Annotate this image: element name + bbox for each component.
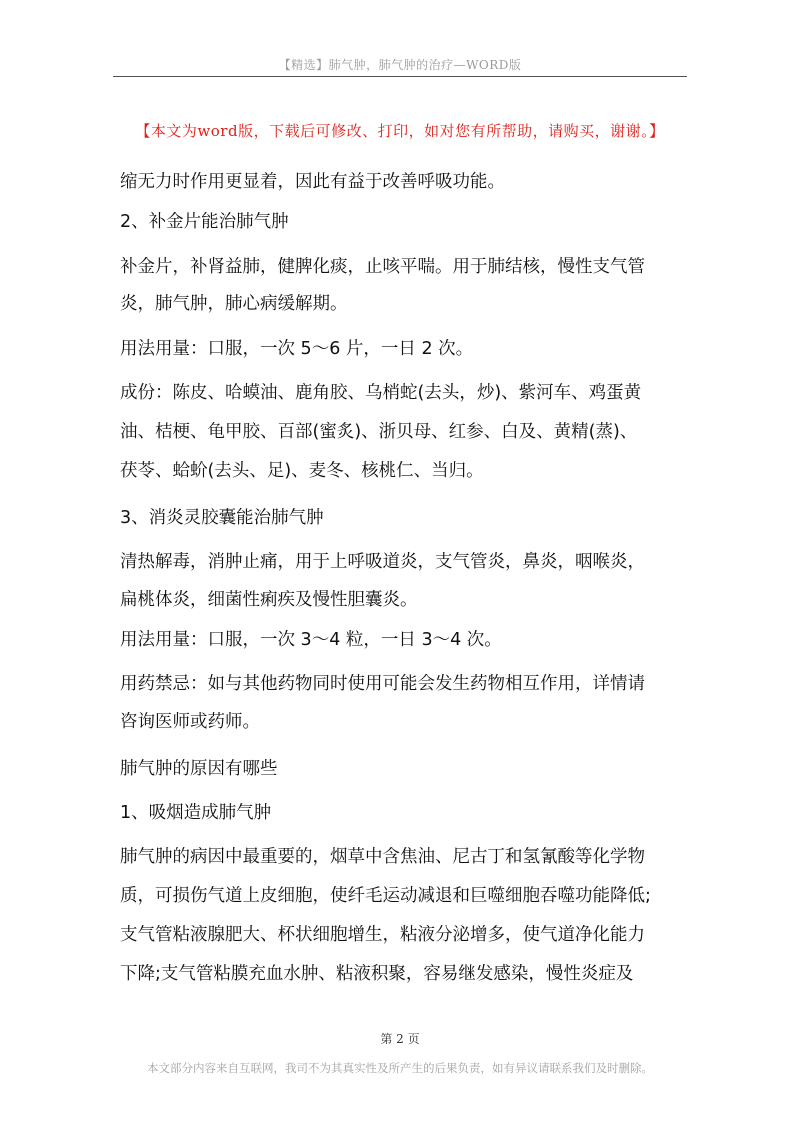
body-line: 肺气肿的病因中最重要的，烟草中含焦油、尼古丁和氢氰酸等化学物 — [120, 847, 645, 867]
section-heading: 肺气肿的原因有哪些 — [120, 759, 278, 779]
body-line: 补金片，补肾益肺，健脾化痰，止咳平喘。用于肺结核，慢性支气管 — [120, 257, 645, 277]
body-line: 下降;支气管粘膜充血水肿、粘液积聚，容易继发感染，慢性炎症及 — [120, 964, 634, 984]
body-line: 炎，肺气肿，肺心病缓解期。 — [120, 294, 348, 314]
body-line: 用药禁忌：如与其他药物同时使用可能会发生药物相互作用，详情请 — [120, 674, 645, 694]
page-number: 第 2 页 — [380, 1032, 420, 1046]
body-line: 质，可损伤气道上皮细胞，使纤毛运动减退和巨噬细胞吞噬功能降低; — [120, 886, 651, 906]
body-line: 成份：陈皮、哈蟆油、鹿角胶、乌梢蛇(去头，炒)、紫河车、鸡蛋黄 — [120, 383, 642, 403]
body-line: 咨询医师或药师。 — [120, 712, 260, 732]
body-line: 油、桔梗、龟甲胶、百部(蜜炙)、浙贝母、红参、白及、黄精(蒸)、 — [120, 422, 638, 442]
body-line: 缩无力时作用更显着，因此有益于改善呼吸功能。 — [120, 172, 505, 192]
header-divider — [113, 76, 687, 77]
body-line: 清热解毒，消肿止痛，用于上呼吸道炎，支气管炎，鼻炎，咽喉炎， — [120, 552, 645, 572]
body-line: 用法用量：口服，一次 5～6 片，一日 2 次。 — [120, 339, 474, 359]
section-heading: 2、补金片能治肺气肿 — [120, 212, 289, 232]
body-line: 茯苓、蛤蚧(去头、足)、麦冬、核桃仁、当归。 — [120, 461, 484, 481]
body-line: 支气管粘液腺肥大、杯状细胞增生，粘液分泌增多，使气道净化能力 — [120, 925, 645, 945]
body-line: 用法用量：口服，一次 3～4 粒，一日 3～4 次。 — [120, 630, 502, 650]
footer-disclaimer: 本文部分内容来自互联网，我司不为其真实性及所产生的后果负责，如有异议请联系我们及时删除。 — [147, 1061, 653, 1075]
section-heading: 1、吸烟造成肺气肿 — [120, 803, 272, 823]
download-notice: 【本文为word版，下载后可修改、打印，如对您有所帮助，请购买，谢谢。】 — [135, 122, 665, 140]
body-line: 扁桃体炎，细菌性痢疾及慢性胆囊炎。 — [120, 590, 418, 610]
section-heading: 3、消炎灵胶囊能治肺气肿 — [120, 508, 324, 528]
page-header-title: 【精选】肺气肿，肺气肿的治疗—WORD版 — [278, 58, 522, 72]
